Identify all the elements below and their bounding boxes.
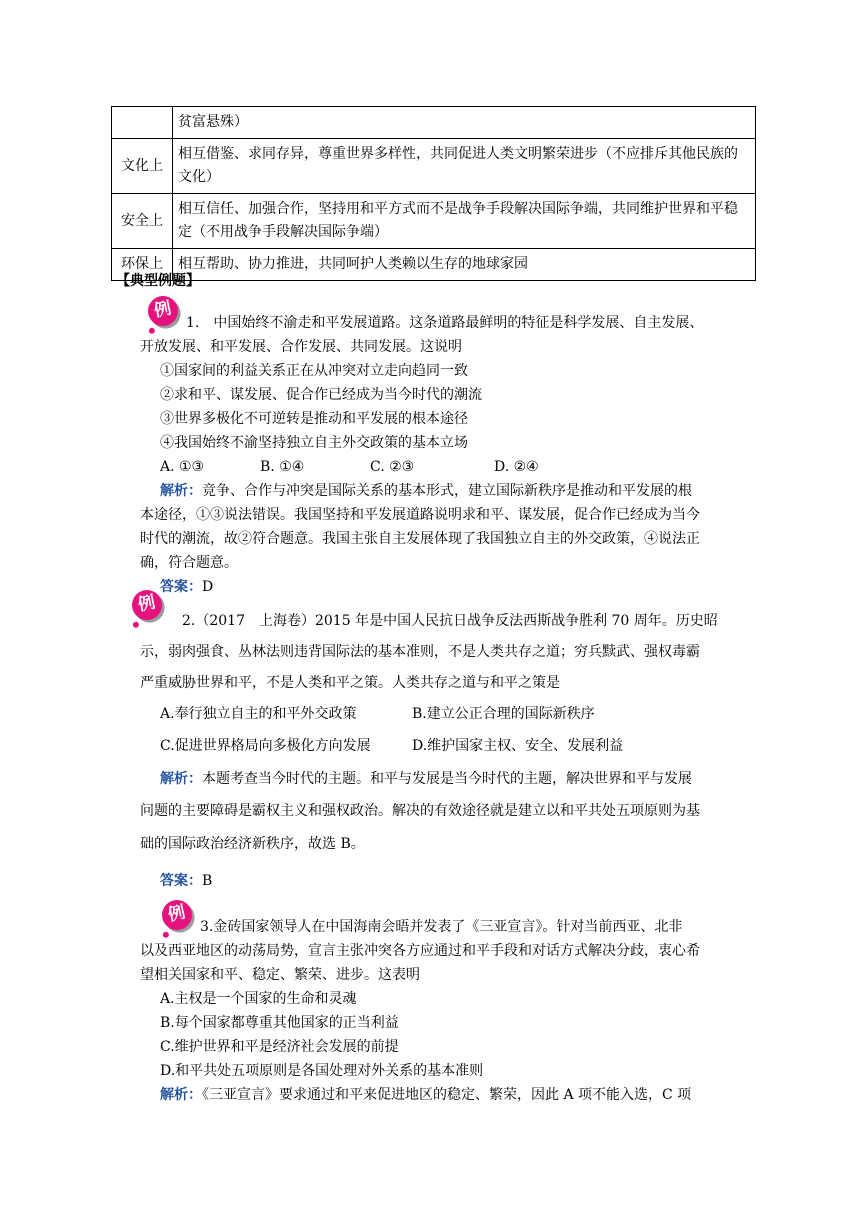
example-badge-icon: 例 [145, 293, 181, 329]
section-title: 【典型例题】 [116, 273, 200, 289]
q1-statement-1: ①国家间的利益关系正在从冲突对立走向趋同一致 [160, 363, 468, 379]
row-label: 文化上 [112, 139, 173, 194]
q1-choice-c: C. ②③ [370, 459, 415, 475]
q1-statement-3: ③世界多极化不可逆转是推动和平发展的根本途径 [160, 411, 468, 427]
example-badge-icon: 例 [129, 587, 165, 623]
answer-value: B [202, 873, 213, 889]
q1-statement-2: ②求和平、谋发展、促合作已经成为当今时代的潮流 [160, 387, 482, 403]
q1-analysis-line1 [160, 480, 692, 502]
row-label: 安全上 [112, 194, 173, 249]
q3-stem-line1: 3.金砖国家领导人在中国海南会晤并发表了《三亚宣言》。针对当前西亚、北非 [200, 919, 683, 935]
answer-label: 答案： [160, 873, 202, 889]
analysis-label: 解析： [160, 1087, 202, 1103]
q3-stem-line3: 望相关国家和平、稳定、繁荣、进步。这表明 [140, 967, 420, 983]
q2-stem-line3: 严重威胁世界和平，不是人类和平之策。人类共存之道与和平之策是 [140, 675, 560, 691]
q2-choice-c: C.促进世界格局向多极化方向发展 [160, 738, 371, 754]
row-content: 贫富悬殊） [173, 107, 756, 139]
table-row [112, 139, 756, 194]
q2-analysis-line2: 问题的主要障碍是霸权主义和强权政治。解决的有效途径就是建立以和平共处五项原则为基 [140, 803, 700, 819]
q1-choice-b: B. ①④ [260, 459, 305, 475]
q2-stem-line1: 2.（2017 上海卷）2015 年是中国人民抗日战争反法西斯战争胜利 70 周年。历史昭 [182, 613, 718, 629]
row-label: 环保上 [112, 249, 173, 281]
analysis-label: 解析： [160, 483, 202, 499]
q1-stem-line1: 1. 中国始终不渝走和平发展道路。这条道路最鲜明的特征是科学发展、自主发展、 [186, 315, 704, 331]
q1-choice-d: D. ②④ [494, 459, 539, 475]
q2-stem-line2: 示，弱肉强食、丛林法则违背国际法的基本准则，不是人类共存之道；穷兵黩武、强权毒霸 [140, 644, 700, 660]
q3-choice-b: B.每个国家都尊重其他国家的正当利益 [160, 1015, 399, 1031]
row-content: 相互帮助、协力推进，共同呵护人类赖以生存的地球家园 [173, 249, 756, 281]
q1-statement-4: ④我国始终不渝坚持独立自主外交政策的基本立场 [160, 435, 468, 451]
analysis-text: 《三亚宣言》要求通过和平来促进地区的稳定、繁荣，因此 A 项不能入选，C 项 [202, 1087, 692, 1103]
q1-choice-a: A. ①③ [160, 459, 205, 475]
answer-value: D [202, 579, 214, 595]
q2-analysis-line1 [160, 768, 692, 790]
table-row [112, 194, 756, 249]
q3-choice-a: A.主权是一个国家的生命和灵魂 [160, 991, 357, 1007]
q1-answer [160, 576, 213, 598]
q1-analysis-line2: 本途径，①③说法错误。我国坚持和平发展道路说明求和平、谋发展，促合作已经成为当今 [140, 507, 700, 523]
table-row [112, 249, 756, 281]
q2-analysis-line3: 础的国际政治经济新秩序，故选 B。 [140, 836, 365, 852]
q2-choice-d: D.维护国家主权、安全、发展利益 [412, 738, 624, 754]
q2-answer [160, 870, 212, 892]
q3-stem-line2: 以及西亚地区的动荡局势，宣言主张冲突各方应通过和平手段和对话方式解决分歧，衷心希 [140, 943, 700, 959]
row-content: 相互借鉴、求同存异，尊重世界多样性，共同促进人类文明繁荣进步（不应排斥其他民族的文化） [173, 139, 756, 194]
q3-choice-d: D.和平共处五项原则是各国处理对外关系的基本准则 [160, 1063, 484, 1079]
q1-stem-line2: 开放发展、和平发展、合作发展、共同发展。这说明 [140, 339, 462, 355]
q2-choice-b: B.建立公正合理的国际新秩序 [412, 706, 595, 722]
q1-analysis-line4: 确，符合题意。 [140, 555, 238, 571]
analysis-label: 解析： [160, 771, 202, 787]
q3-choice-c: C.维护世界和平是经济社会发展的前提 [160, 1039, 399, 1055]
row-content: 相互信任、加强合作，坚持用和平方式而不是战争手段解决国际争端，共同维护世界和平稳定（不用战争手段解决国际争端） [173, 194, 756, 249]
example-badge-icon: 例 [159, 897, 195, 933]
aspects-table [111, 106, 756, 281]
q3-analysis-line1 [160, 1084, 691, 1106]
analysis-text: 竞争、合作与冲突是国际关系的基本形式，建立国际新秩序是推动和平发展的根 [202, 483, 692, 499]
table-row [112, 107, 756, 139]
analysis-text: 本题考查当今时代的主题。和平与发展是当今时代的主题，解决世界和平与发展 [202, 771, 692, 787]
q1-analysis-line3: 时代的潮流，故②符合题意。我国主张自主发展体现了我国独立自主的外交政策，④说法正 [140, 531, 700, 547]
answer-label: 答案： [160, 579, 202, 595]
row-label [112, 107, 173, 139]
q2-choice-a: A.奉行独立自主的和平外交政策 [160, 706, 357, 722]
